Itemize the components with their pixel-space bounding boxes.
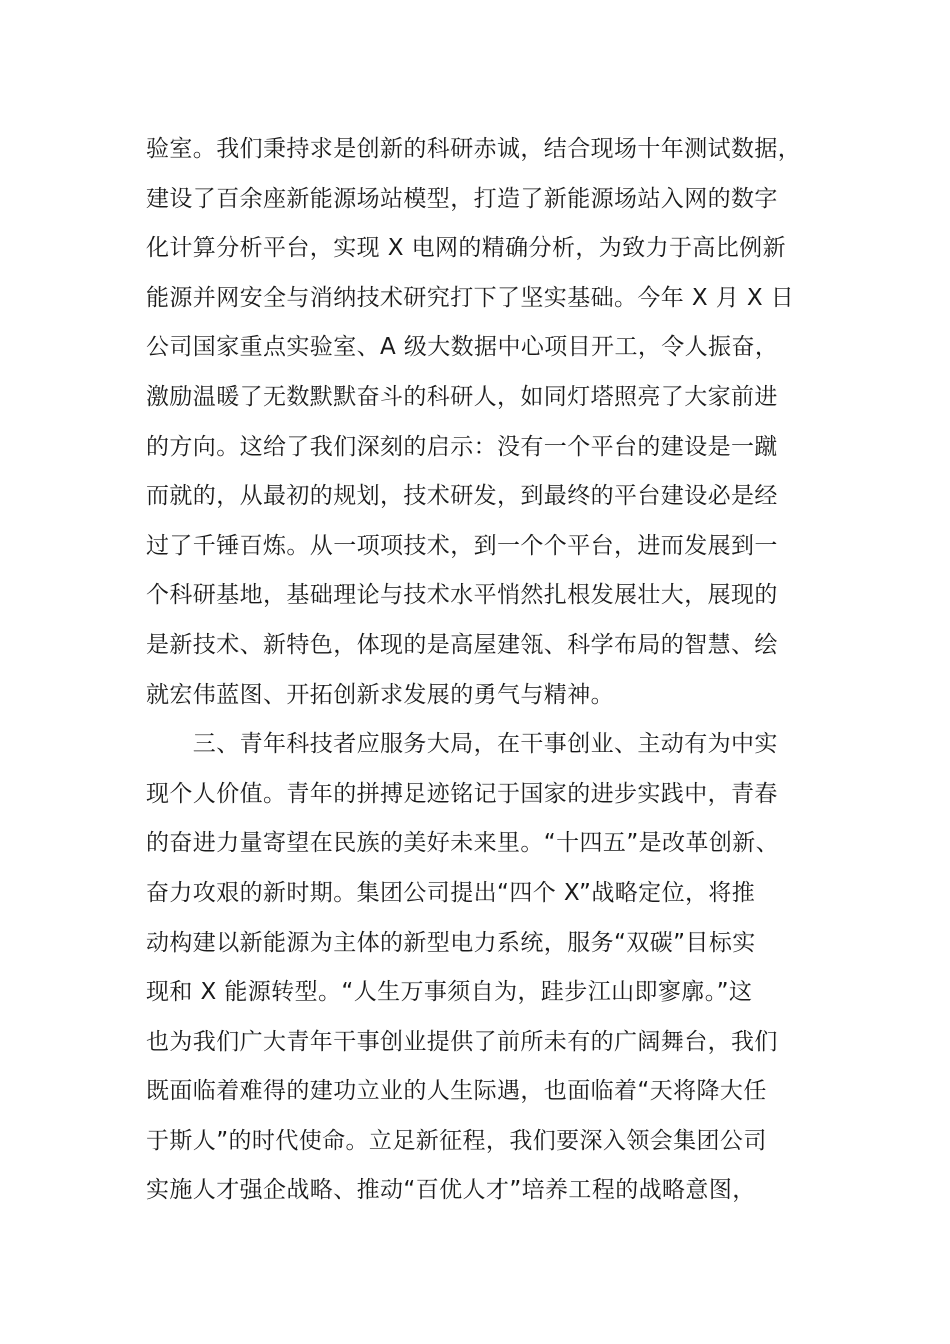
text-line: 过了千锤百炼。从一项项技术，到一个个平台，进而发展到一 bbox=[146, 532, 778, 559]
text-line: 现个人价值。青年的拼搏足迹铭记于国家的进步实践中，青春 bbox=[146, 780, 778, 807]
text-line: 也为我们广大青年干事创业提供了前所未有的广阔舞台，我们 bbox=[146, 1028, 778, 1055]
text-line: 个科研基地，基础理论与技术水平悄然扎根发展壮大，展现的 bbox=[146, 582, 778, 609]
text-line: 的奋进力量寄望在民族的美好未来里。“十四五”是改革创新、 bbox=[146, 830, 780, 857]
text-line: 于斯人”的时代使命。立足新征程，我们要深入领会集团公司 bbox=[146, 1127, 767, 1154]
text-line: 现和 X 能源转型。“人生万事须自为，跬步江山即寥廓。”这 bbox=[146, 979, 753, 1006]
text-line: 而就的，从最初的规划，技术研发，到最终的平台建设必是经 bbox=[146, 483, 778, 510]
body-text bbox=[146, 125, 816, 1216]
text-line: 公司国家重点实验室、A 级大数据中心项目开工，令人振奋， bbox=[146, 334, 779, 361]
text-line: 是新技术、新特色，体现的是高屋建瓴、科学布局的智慧、绘 bbox=[146, 631, 778, 658]
text-line: 实施人才强企战略、推动“百优人才”培养工程的战略意图， bbox=[146, 1177, 756, 1204]
text-line: 就宏伟蓝图、开拓创新求发展的勇气与精神。 bbox=[146, 681, 614, 708]
text-line: 激励温暖了无数默默奋斗的科研人，如同灯塔照亮了大家前进 bbox=[146, 383, 778, 410]
text-line: 既面临着难得的建功立业的人生际遇，也面临着“天将降大任 bbox=[146, 1078, 767, 1105]
text-line: 能源并网安全与消纳技术研究打下了坚实基础。今年 X 月 X 日 bbox=[146, 284, 795, 311]
text-line: 动构建以新能源为主体的新型电力系统，服务“双碳”目标实 bbox=[146, 929, 756, 956]
text-line: 化计算分析平台，实现 X 电网的精确分析，为致力于高比例新 bbox=[146, 235, 786, 262]
text-line: 的方向。这给了我们深刻的启示：没有一个平台的建设是一蹴 bbox=[146, 433, 778, 460]
text-line: 建设了百余座新能源场站模型，打造了新能源场站入网的数字 bbox=[146, 185, 778, 212]
paragraph-heading-line: 三、青年科技者应服务大局，在干事创业、主动有为中实 bbox=[146, 731, 778, 758]
text-line: 验室。我们秉持求是创新的科研赤诚，结合现场十年测试数据， bbox=[146, 136, 802, 162]
text-line: 奋力攻艰的新时期。集团公司提出“四个 X”战略定位，将推 bbox=[146, 879, 756, 906]
